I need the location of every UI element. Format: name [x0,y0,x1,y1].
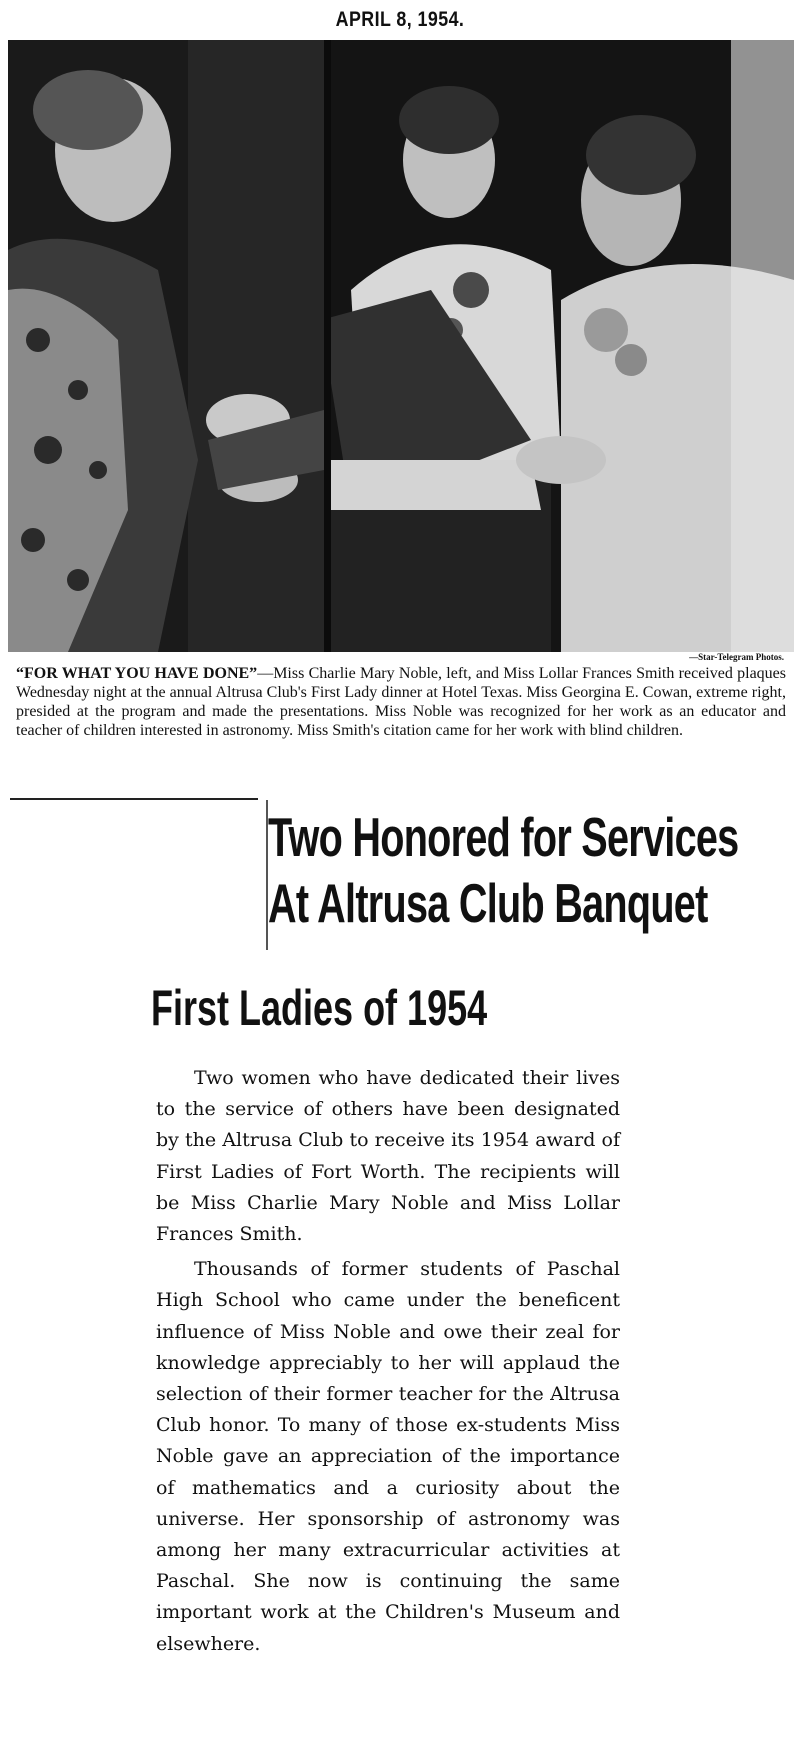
news-photo [8,40,794,652]
photo-left-panel [8,40,324,652]
headline-line-2: At Altrusa Club Banquet [268,872,708,934]
article-paragraph: Thousands of former students of Paschal High School who came under the beneficent influence of Miss Noble and owe their zeal for knowledge appreciably to her will applaud the selection of their former teacher for the Altrusa Club honor. To many of those ex-students Miss Noble gave an appreciation of the importance of mathematics and a curiosity about the universe. Her sponsorship of astronomy was among her many extracurricular activities at Paschal. She now is continuing the same important work at the Children's Museum and elsewhere. [156,1258,620,1655]
photo-right-image [331,40,794,652]
photo-right-panel [331,40,794,652]
photo-caption [16,664,786,740]
subheadline: First Ladies of 1954 [151,980,488,1036]
caption-lead: “FOR WHAT YOU HAVE DONE” [16,665,258,682]
divider-rule [10,798,258,800]
article-paragraph: Two women who have dedicated their lives to the service of others have been designated by the Altrusa Club to receive its 1954 award of First Ladies of Fort Worth. The recipients will be Miss Charlie Mary Noble and Miss Lollar Frances Smith. [156,1067,620,1246]
dateline: APRIL 8, 1954. [335,8,465,31]
headline-line-1: Two Honored for Services [268,806,739,868]
photo-left-image [8,40,324,652]
headline [268,804,739,936]
article-body [156,1063,620,1664]
caption-body: —Miss Charlie Mary Noble, left, and Miss Lollar Frances Smith received plaques Wednesday night at the annual Altrusa Club's First Lady dinner at Hotel Texas. Miss Georgina E. Cowan, extreme right, presided at the program and made the presentations. Miss Noble was recognized for her work as an educator and teacher of children interested in astronomy. Miss Smith's citation came for her work with blind children. [16,665,787,739]
photo-credit: —Star-Telegram Photos. [689,652,784,662]
